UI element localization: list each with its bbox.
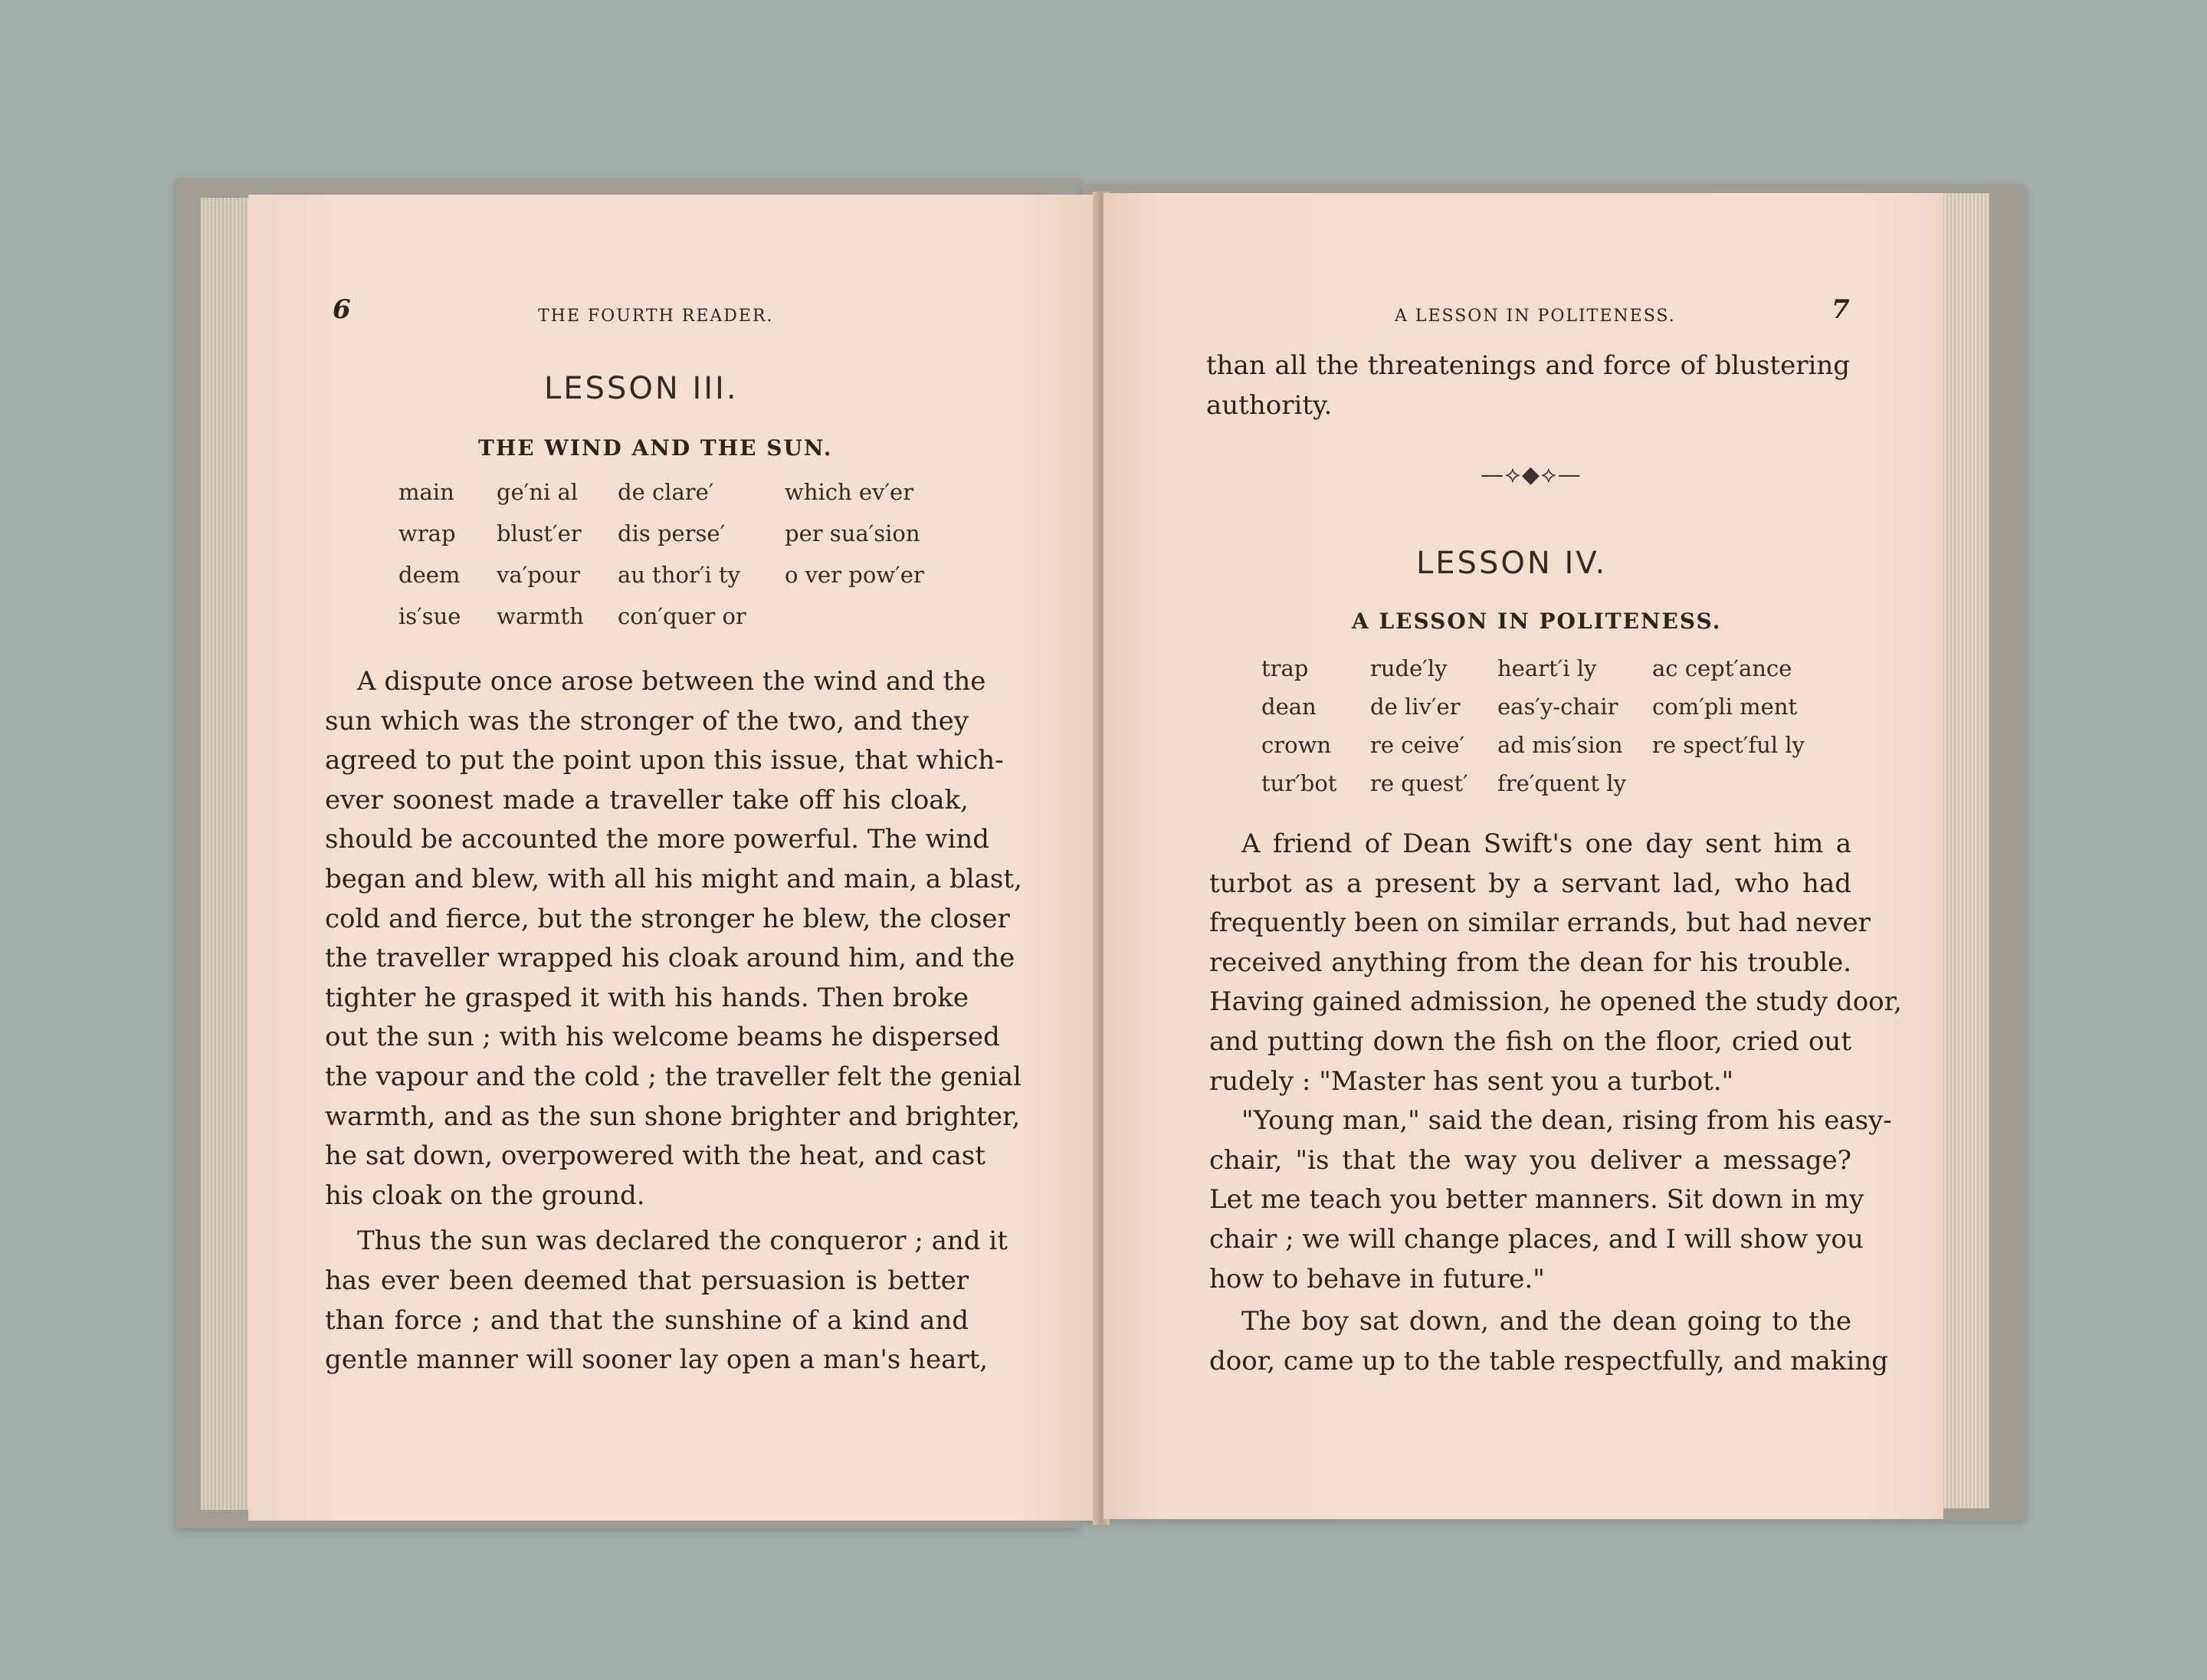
text-line: should be accounted the more powerful. The wind — [325, 824, 990, 855]
vocabulary-list — [1261, 656, 1821, 796]
lesson-text — [1209, 825, 1902, 1381]
text-line: tighter he grasped it with his hands. Then broke — [325, 982, 969, 1013]
text-line: and putting down the fish on the floor, cried out — [1209, 1025, 1851, 1057]
text-line: Having gained admission, he opened the study door, — [1209, 986, 1902, 1018]
page-number: 6 — [333, 294, 351, 325]
text-line: The boy sat down, and the dean going to the — [1241, 1306, 1851, 1337]
section-ornament: —⟡◆⟡— — [1481, 461, 1582, 488]
text-line: A friend of Dean Swift's one day sent him a — [1241, 829, 1851, 859]
vocab-word: ge′ni al — [497, 479, 579, 505]
text-line: has ever been deemed that persuasion is better — [325, 1265, 969, 1296]
paragraph — [1209, 1302, 1889, 1381]
text-line: cold and fierce, but the stronger he blew, the closer — [325, 903, 1010, 934]
vocab-word: eas′y-chair — [1497, 694, 1618, 720]
lesson-heading: LESSON III. — [544, 371, 739, 406]
vocab-word: wrap — [398, 520, 456, 546]
text-line: gentle manner will sooner lay open a man's heart, — [325, 1344, 989, 1376]
lesson-title: THE WIND AND THE SUN. — [478, 435, 833, 461]
paragraph — [1209, 1101, 1892, 1299]
vocab-word: main — [398, 479, 454, 505]
vocab-word: dean — [1261, 694, 1317, 720]
text-line: agreed to put the point upon this issue, that which- — [325, 745, 1004, 776]
continuation-text — [1206, 346, 1850, 425]
vocab-word: au thor′i ty — [618, 562, 740, 588]
vocab-word — [1652, 771, 1821, 796]
vocab-word: trap — [1261, 655, 1309, 681]
vocab-word: blust′er — [497, 520, 582, 546]
text-line: than all the threatenings and force of blustering — [1206, 350, 1850, 381]
text-line: received anything from the dean for his trouble. — [1209, 947, 1851, 978]
vocab-word — [785, 604, 946, 628]
vocab-word: con′quer or — [618, 603, 746, 629]
text-line: he sat down, overpowered with the heat, and cast — [325, 1140, 985, 1172]
right-page — [1104, 193, 1943, 1519]
lesson-heading: LESSON IV. — [1416, 546, 1608, 581]
text-line: the vapour and the cold ; the traveller felt the genial — [325, 1061, 1022, 1092]
text-line: "Young man," said the dean, rising from his easy- — [1241, 1105, 1892, 1137]
paragraph — [325, 662, 1022, 1216]
text-line: chair, "is that the way you deliver a message? — [1209, 1144, 1851, 1176]
running-head: THE FOURTH READER. — [538, 307, 774, 326]
paragraph — [1209, 825, 1902, 1101]
running-head: A LESSON IN POLITENESS. — [1395, 307, 1676, 326]
text-line: chair ; we will change places, and I will show you — [1209, 1223, 1864, 1255]
page-edges-right — [1940, 193, 1989, 1508]
vocab-word: va′pour — [497, 562, 580, 588]
text-line: Thus the sun was declared the conqueror ; and it — [357, 1226, 1008, 1257]
vocab-word: o ver pow′er — [785, 562, 924, 588]
text-line: Let me teach you better manners. Sit down in my — [1209, 1184, 1864, 1216]
text-line: frequently been on similar errands, but had never — [1209, 907, 1871, 939]
text-line: sun which was the stronger of the two, and they — [325, 705, 969, 737]
vocab-word: re quest′ — [1370, 770, 1468, 796]
page-number: 7 — [1832, 294, 1850, 325]
vocab-word: per sua′sion — [785, 520, 920, 546]
text-line: his cloak on the ground. — [325, 1180, 645, 1211]
text-line: than force ; and that the sunshine of a kind and — [325, 1304, 969, 1336]
vocab-word: re ceive′ — [1370, 732, 1465, 758]
vocab-word: dis perse′ — [618, 520, 726, 546]
vocabulary-list — [398, 480, 946, 628]
vocab-word: is′sue — [398, 603, 461, 629]
vocab-word: com′pli ment — [1652, 694, 1798, 720]
vocab-word: tur′bot — [1261, 770, 1337, 796]
text-line: ever soonest made a traveller take off his cloak, — [325, 784, 969, 815]
vocab-word: ad mis′sion — [1497, 732, 1623, 758]
lesson-title: A LESSON IN POLITENESS. — [1352, 609, 1722, 634]
vocab-word: fre′quent ly — [1497, 770, 1626, 796]
text-line: A dispute once arose between the wind and the — [357, 666, 986, 697]
text-line: the traveller wrapped his cloak around him, and the — [325, 943, 1015, 974]
text-line: how to behave in future." — [1209, 1263, 1545, 1294]
vocab-word: de liv′er — [1370, 694, 1461, 720]
lesson-text — [325, 662, 1022, 1380]
text-line: door, came up to the table respectfully, and making — [1209, 1345, 1889, 1376]
vocab-word: de clare′ — [618, 479, 714, 505]
vocab-word: warmth — [497, 603, 584, 629]
vocab-word: rude′ly — [1370, 655, 1448, 681]
vocab-word: crown — [1261, 732, 1332, 758]
paragraph — [325, 1222, 1008, 1380]
vocab-word: deem — [398, 562, 461, 588]
text-line: turbot as a present by a servant lad, who had — [1209, 868, 1851, 899]
vocab-word: which ev′er — [785, 479, 914, 505]
text-line: authority. — [1206, 389, 1333, 421]
vocab-word: heart′i ly — [1497, 655, 1597, 681]
text-line: rudely : "Master has sent you a turbot." — [1209, 1065, 1734, 1097]
vocab-word: ac cept′ance — [1652, 655, 1792, 681]
left-page — [248, 195, 1099, 1521]
page-edges-left — [201, 198, 254, 1510]
text-line: began and blew, with all his might and main, a blast, — [325, 863, 1022, 894]
text-line: warmth, and as the sun shone brighter and brighter, — [325, 1101, 1021, 1132]
vocab-word: re spect′ful ly — [1652, 732, 1805, 758]
text-line: out the sun ; with his welcome beams he dispersed — [325, 1022, 1000, 1053]
